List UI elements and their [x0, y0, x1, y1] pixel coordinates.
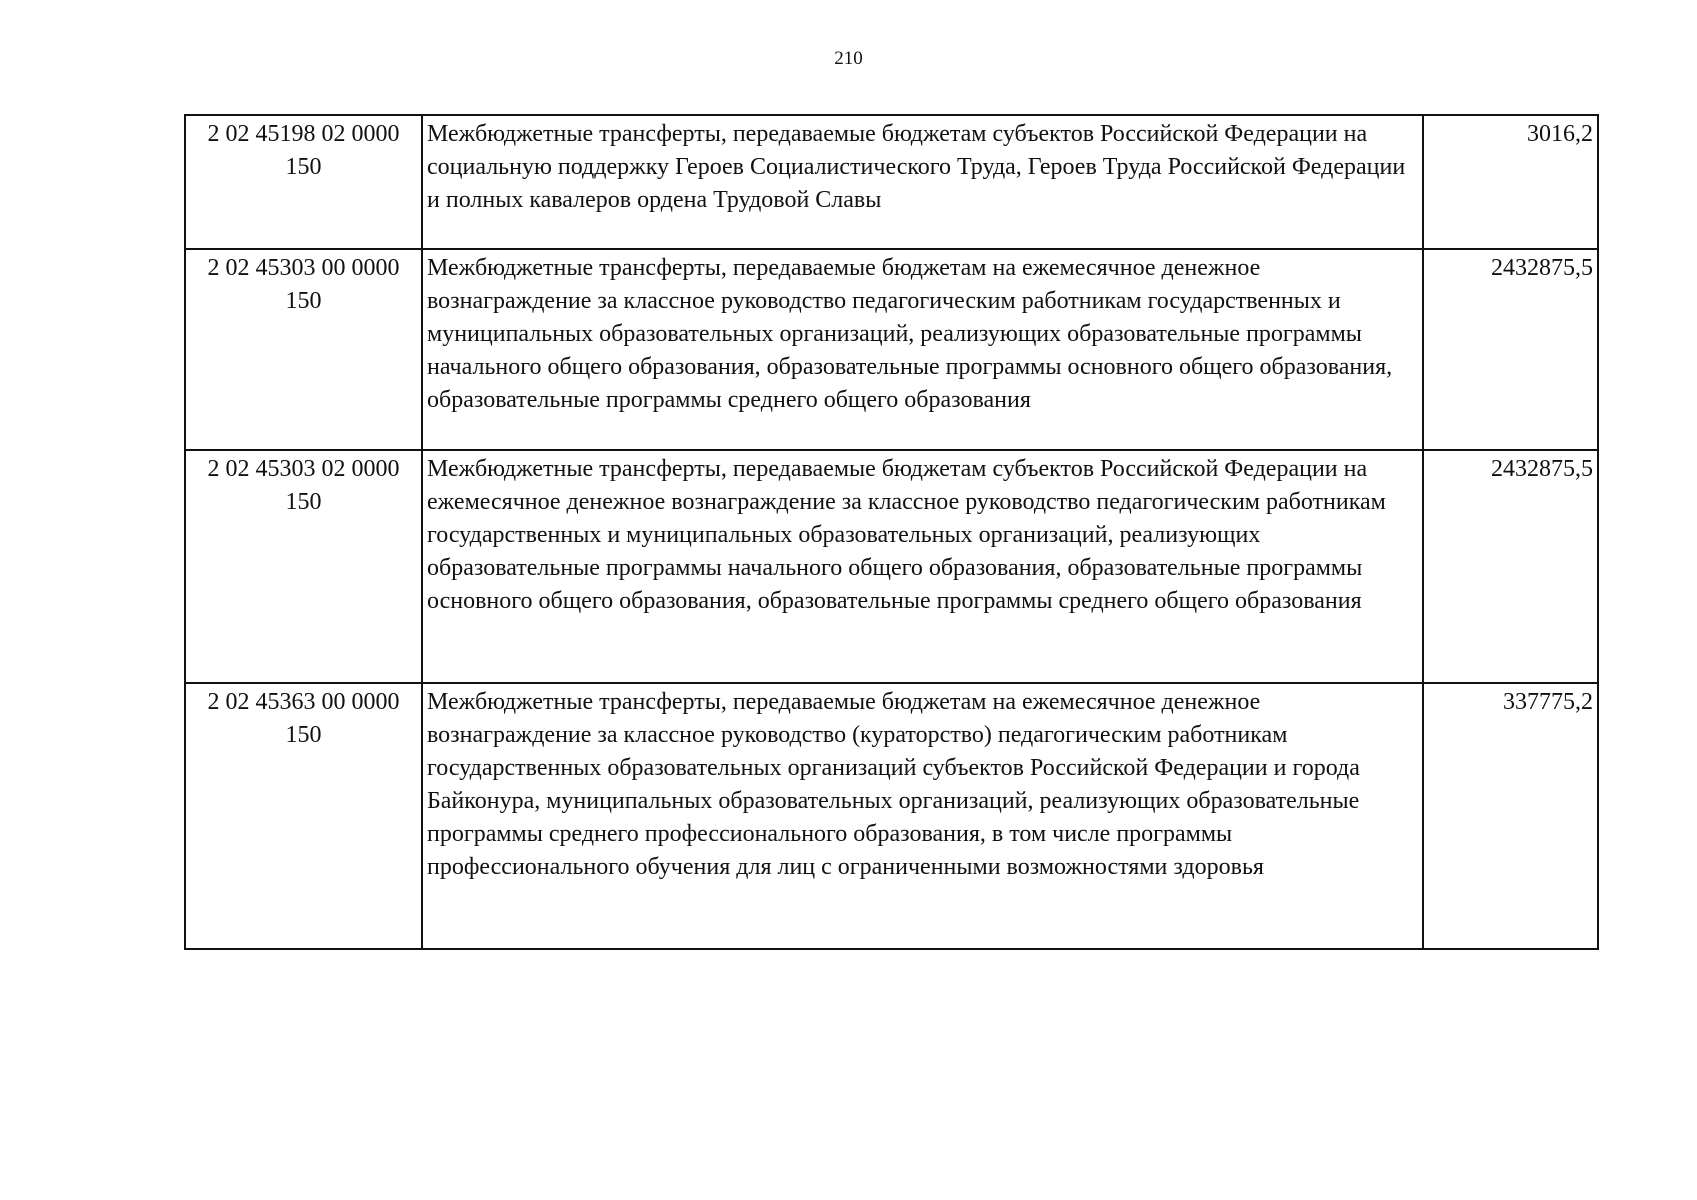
- budget-code-suffix: 150: [285, 154, 322, 180]
- amount-cell: 3016,2: [1423, 115, 1598, 249]
- page-number: 210: [834, 48, 863, 69]
- table-row: [185, 115, 1598, 249]
- budget-code: 2 02 45303 02 0000: [207, 456, 400, 482]
- amount-cell: 2432875,5: [1423, 450, 1598, 683]
- budget-code-cell: [185, 249, 422, 450]
- table-row: [185, 450, 1598, 683]
- budget-code-suffix: 150: [285, 722, 322, 748]
- amount-cell: 2432875,5: [1423, 249, 1598, 450]
- budget-code: 2 02 45198 02 0000: [207, 121, 400, 147]
- budget-code: 2 02 45363 00 0000: [207, 689, 400, 715]
- description-cell: Межбюджетные трансферты, передаваемые бюджетам на ежемесячное денежное вознаграждение за классное руководство (кураторство) педагогическим работникам государственных образовательных организаций субъектов Российской Федерации и города Байконура, муниципальных образовательных организаций, реализующих образовательные программы среднего профессионального образования, в том числе программы профессионального обучения для лиц с ограниченными возможностями здоровья: [422, 683, 1423, 949]
- budget-code-suffix: 150: [285, 288, 322, 314]
- budget-code: 2 02 45303 00 0000: [207, 255, 400, 281]
- table-row: [185, 249, 1598, 450]
- description-cell: Межбюджетные трансферты, передаваемые бюджетам субъектов Российской Федерации на социальную поддержку Героев Социалистического Труда, Героев Труда Российской Федерации и полных кавалеров ордена Трудовой Славы: [422, 115, 1423, 249]
- budget-code-suffix: 150: [285, 489, 322, 515]
- budget-code-cell: [185, 683, 422, 949]
- budget-code-cell: [185, 115, 422, 249]
- description-cell: Межбюджетные трансферты, передаваемые бюджетам на ежемесячное денежное вознаграждение за классное руководство педагогическим работникам государственных и муниципальных образовательных организаций, реализующих образовательные программы начального общего образования, образовательные программы основного общего образования, образовательные программы среднего общего образования: [422, 249, 1423, 450]
- budget-table: [184, 114, 1599, 950]
- budget-code-cell: [185, 450, 422, 683]
- table-row: [185, 683, 1598, 949]
- description-cell: Межбюджетные трансферты, передаваемые бюджетам субъектов Российской Федерации на ежемесячное денежное вознаграждение за классное руководство педагогическим работникам государственных и муниципальных образовательных организаций, реализующих образовательные программы начального общего образования, образовательные программы основного общего образования, образовательные программы среднего общего образования: [422, 450, 1423, 683]
- amount-cell: 337775,2: [1423, 683, 1598, 949]
